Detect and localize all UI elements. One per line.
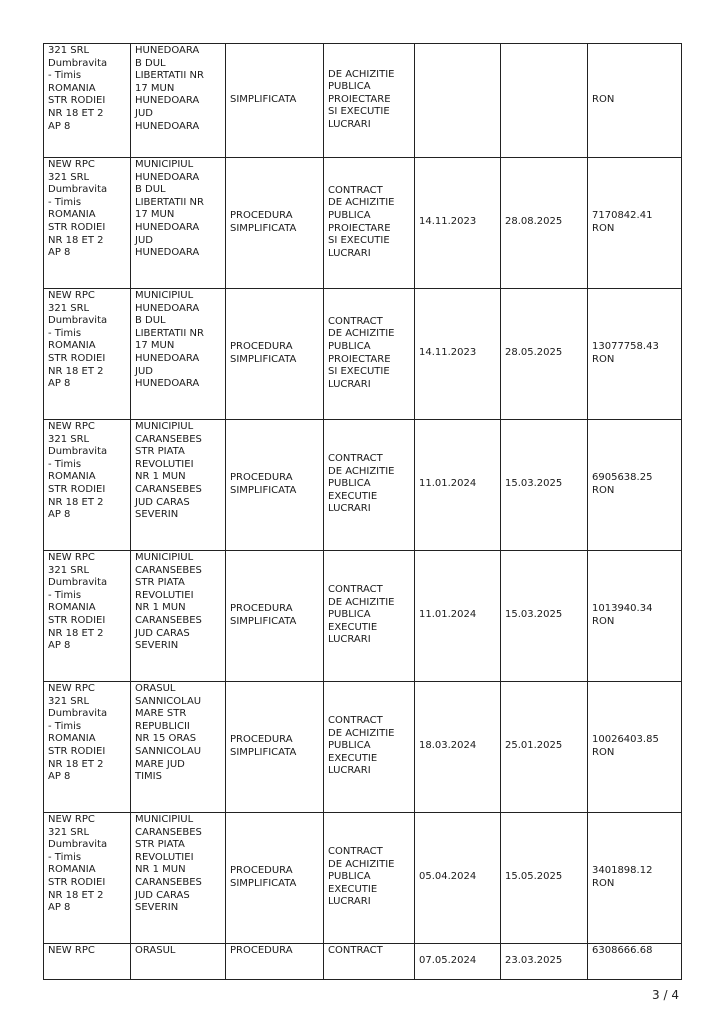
start-date-cell: 05.04.2024 [415, 813, 501, 944]
value-cell: 3401898.12 RON [588, 813, 682, 944]
contract-type-cell: CONTRACT DE ACHIZITIE PUBLICA EXECUTIE LUCRARI [324, 420, 415, 551]
contract-type-cell: CONTRACT DE ACHIZITIE PUBLICA PROIECTARE SI EXECUTIE LUCRARI [324, 289, 415, 420]
start-date-cell: 14.11.2023 [415, 158, 501, 289]
authority-cell: MUNICIPIUL CARANSEBES STR PIATA REVOLUTIEI NR 1 MUN CARANSEBES JUD CARAS SEVERIN [131, 551, 226, 682]
value-cell: 10026403.85 RON [588, 682, 682, 813]
contractor-cell: NEW RPC 321 SRL Dumbravita - Timis ROMANIA STR RODIEI NR 18 ET 2 AP 8 [44, 551, 131, 682]
authority-cell: MUNICIPIUL CARANSEBES STR PIATA REVOLUTIEI NR 1 MUN CARANSEBES JUD CARAS SEVERIN [131, 420, 226, 551]
end-date-cell: 23.03.2025 [501, 944, 588, 980]
contractor-cell: 321 SRL Dumbravita - Timis ROMANIA STR RODIEI NR 18 ET 2 AP 8 [44, 44, 131, 158]
contractor-cell: NEW RPC 321 SRL Dumbravita - Timis ROMANIA STR RODIEI NR 18 ET 2 AP 8 [44, 813, 131, 944]
authority-cell: MUNICIPIUL HUNEDOARA B DUL LIBERTATII NR 17 MUN HUNEDOARA JUD HUNEDOARA [131, 289, 226, 420]
table-row [44, 289, 682, 420]
value-cell: 7170842.41 RON [588, 158, 682, 289]
contractor-cell: NEW RPC 321 SRL Dumbravita - Timis ROMANIA STR RODIEI NR 18 ET 2 AP 8 [44, 682, 131, 813]
procedure-cell: PROCEDURA SIMPLIFICATA [226, 682, 324, 813]
procedure-cell: PROCEDURA [226, 944, 324, 980]
end-date-cell: 15.03.2025 [501, 551, 588, 682]
page-number: 3 / 4 [652, 988, 679, 1002]
contracts-table [43, 43, 682, 980]
end-date-cell: 28.05.2025 [501, 289, 588, 420]
end-date-cell: 15.03.2025 [501, 420, 588, 551]
table-row [44, 944, 682, 980]
procedure-cell: PROCEDURA SIMPLIFICATA [226, 289, 324, 420]
authority-cell: ORASUL [131, 944, 226, 980]
value-cell: 6905638.25 RON [588, 420, 682, 551]
end-date-cell [501, 44, 588, 158]
contract-type-cell: CONTRACT DE ACHIZITIE PUBLICA EXECUTIE LUCRARI [324, 813, 415, 944]
table-row [44, 682, 682, 813]
authority-cell: MUNICIPIUL CARANSEBES STR PIATA REVOLUTIEI NR 1 MUN CARANSEBES JUD CARAS SEVERIN [131, 813, 226, 944]
contract-type-cell: CONTRACT [324, 944, 415, 980]
start-date-cell: 11.01.2024 [415, 420, 501, 551]
start-date-cell: 18.03.2024 [415, 682, 501, 813]
contract-type-cell: CONTRACT DE ACHIZITIE PUBLICA EXECUTIE LUCRARI [324, 551, 415, 682]
start-date-cell [415, 44, 501, 158]
authority-cell: ORASUL SANNICOLAU MARE STR REPUBLICII NR 15 ORAS SANNICOLAU MARE JUD TIMIS [131, 682, 226, 813]
table-row [44, 813, 682, 944]
authority-cell: MUNICIPIUL HUNEDOARA B DUL LIBERTATII NR 17 MUN HUNEDOARA JUD HUNEDOARA [131, 158, 226, 289]
procedure-cell: PROCEDURA SIMPLIFICATA [226, 551, 324, 682]
contractor-cell: NEW RPC [44, 944, 131, 980]
contractor-cell: NEW RPC 321 SRL Dumbravita - Timis ROMANIA STR RODIEI NR 18 ET 2 AP 8 [44, 158, 131, 289]
procedure-cell: PROCEDURA SIMPLIFICATA [226, 813, 324, 944]
value-cell: RON [588, 44, 682, 158]
contractor-cell: NEW RPC 321 SRL Dumbravita - Timis ROMANIA STR RODIEI NR 18 ET 2 AP 8 [44, 289, 131, 420]
table-row [44, 551, 682, 682]
value-cell: 1013940.34 RON [588, 551, 682, 682]
start-date-cell: 11.01.2024 [415, 551, 501, 682]
table-row [44, 158, 682, 289]
end-date-cell: 25.01.2025 [501, 682, 588, 813]
start-date-cell: 14.11.2023 [415, 289, 501, 420]
contractor-cell: NEW RPC 321 SRL Dumbravita - Timis ROMANIA STR RODIEI NR 18 ET 2 AP 8 [44, 420, 131, 551]
start-date-cell: 07.05.2024 [415, 944, 501, 980]
table-row [44, 420, 682, 551]
value-cell: 6308666.68 [588, 944, 682, 980]
table-row [44, 44, 682, 158]
contract-type-cell: DE ACHIZITIE PUBLICA PROIECTARE SI EXECUTIE LUCRARI [324, 44, 415, 158]
procedure-cell: PROCEDURA SIMPLIFICATA [226, 420, 324, 551]
contract-type-cell: CONTRACT DE ACHIZITIE PUBLICA PROIECTARE SI EXECUTIE LUCRARI [324, 158, 415, 289]
contract-type-cell: CONTRACT DE ACHIZITIE PUBLICA EXECUTIE LUCRARI [324, 682, 415, 813]
procedure-cell: PROCEDURA SIMPLIFICATA [226, 158, 324, 289]
end-date-cell: 28.08.2025 [501, 158, 588, 289]
procedure-cell: SIMPLIFICATA [226, 44, 324, 158]
value-cell: 13077758.43 RON [588, 289, 682, 420]
end-date-cell: 15.05.2025 [501, 813, 588, 944]
authority-cell: HUNEDOARA B DUL LIBERTATII NR 17 MUN HUNEDOARA JUD HUNEDOARA [131, 44, 226, 158]
